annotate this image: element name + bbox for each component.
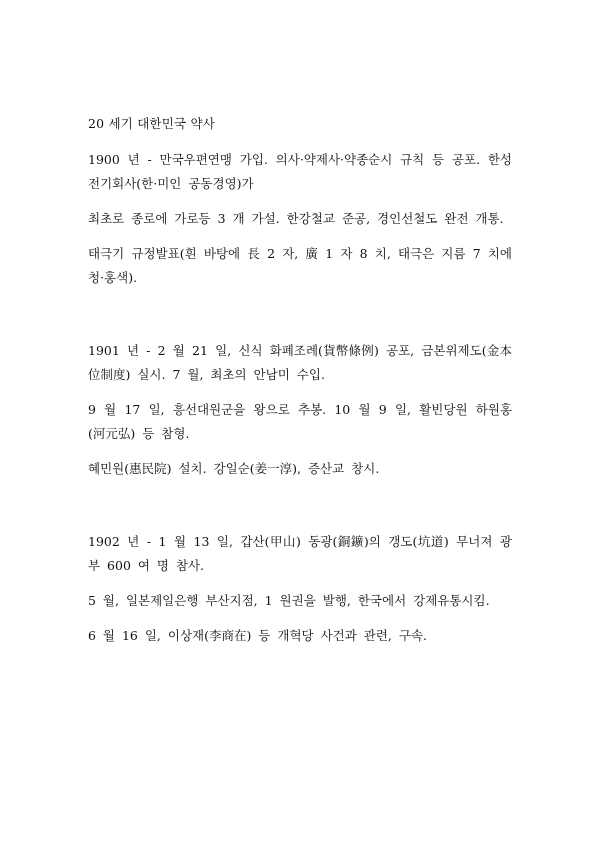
paragraph: 태극기 규정발표(흰 바탕에 長 2 자, 廣 1 자 8 치, 태극은 지름 7 치에 청·홍색). (88, 246, 512, 285)
paragraph: 6 월 16 일, 이상재(李商在) 등 개혁당 사건과 관련, 구속. (88, 628, 427, 643)
section-spacer (88, 492, 512, 530)
paragraph: 1901 년 - 2 월 21 일, 신식 화폐조례(貨幣條例) 공포, 금본위제도(金本位制度) 실시. 7 월, 최초의 안남미 수입. (88, 343, 512, 382)
paragraph: 1902 년 - 1 월 13 일, 갑산(甲山) 동광(銅鑛)의 갱도(坑道) 무너져 광부 600 여 명 참사. (88, 534, 512, 573)
section-spacer (88, 301, 512, 339)
paragraph: 혜민원(惠民院) 설치. 강일순(姜一淳), 증산교 창시. (88, 461, 380, 476)
paragraph: 9 월 17 일, 흥선대원군을 왕으로 추봉. 10 월 9 일, 활빈당원 하원홍(河元弘) 등 참형. (88, 402, 512, 441)
paragraph: 1900 년 - 만국우편연맹 가입. 의사·약제사·약종순시 규칙 등 공포. 한성전기회사(한·미인 공동경영)가 (88, 152, 512, 191)
paragraph: 최초로 종로에 가로등 3 개 가설. 한강철교 준공, 경인선철도 완전 개통. (88, 211, 504, 226)
document-body (88, 112, 512, 659)
section-1900 (88, 148, 512, 290)
section-1901 (88, 339, 512, 481)
paragraph: 5 월, 일본제일은행 부산지점, 1 원권을 발행, 한국에서 강제유통시킴. (88, 593, 490, 608)
document-title: 20 세기 대한민국 약사 (88, 116, 216, 131)
section-1902 (88, 530, 512, 648)
